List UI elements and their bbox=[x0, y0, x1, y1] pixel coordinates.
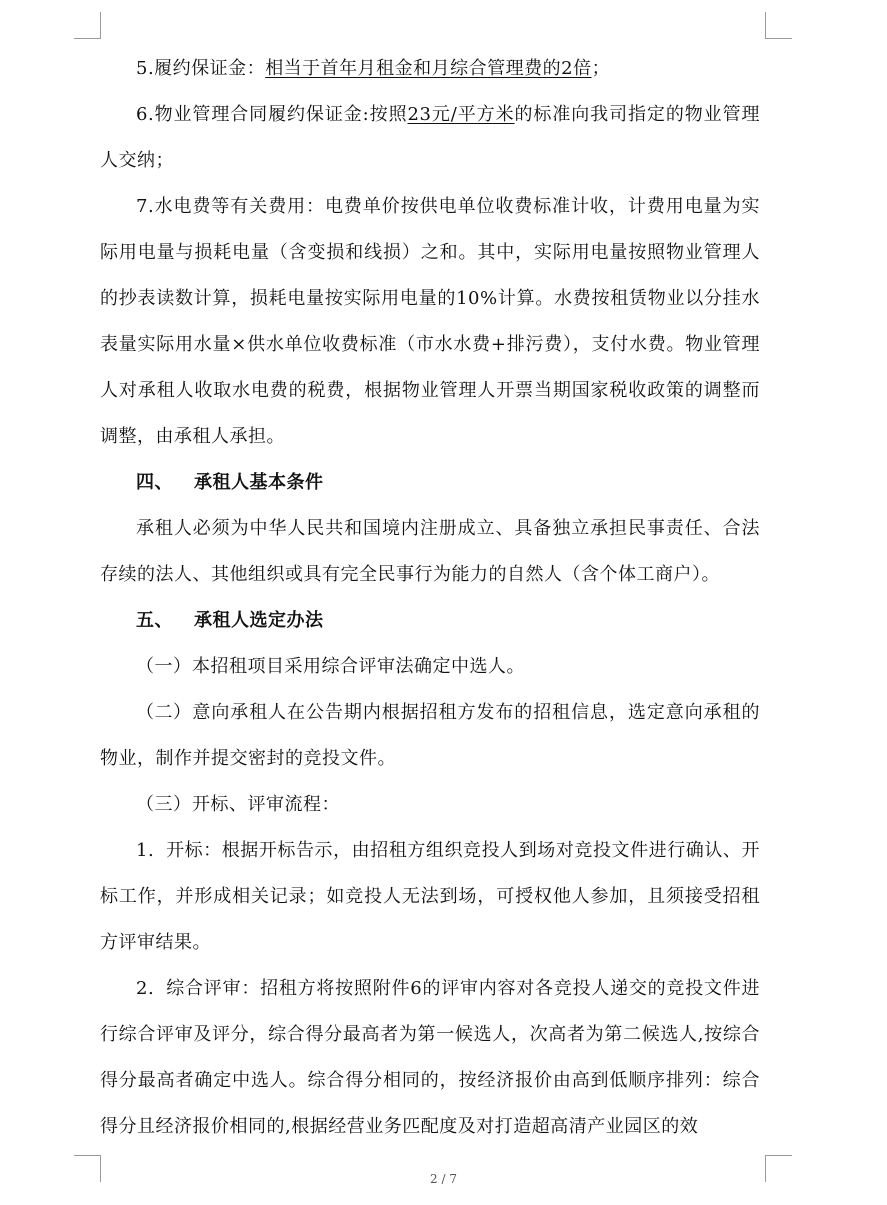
section-5-number: 五、 bbox=[136, 610, 173, 631]
item-5-value: 相当于首年月租金和月综合管理费的2倍 bbox=[265, 58, 592, 79]
sub-3-text: 开标、评审流程： bbox=[192, 794, 340, 815]
sub-1-text: 本招租项目采用综合评审法确定中选人。 bbox=[192, 656, 525, 677]
step-1-number: 1. bbox=[136, 840, 155, 861]
section-5-title: 承租人选定办法 bbox=[194, 610, 324, 631]
item-5 bbox=[100, 46, 760, 92]
sub-3-number: （三） bbox=[136, 794, 192, 815]
item-5-label: 5.履约保证金： bbox=[136, 58, 266, 79]
section-4-body: 承租人必须为中华人民共和国境内注册成立、具备独立承担民事责任、合法存续的法人、其他组织或具有完全民事行为能力的自然人（含个体工商户）。 bbox=[100, 518, 760, 585]
step-2-number: 2. bbox=[136, 978, 155, 999]
step-1-text: 开标：根据开标告示，由招租方组织竞投人到场对竞投文件进行确认、开标工作，并形成相关记录；如竞投人无法到场，可授权他人参加，且须接受招租方评审结果。 bbox=[100, 840, 760, 953]
section-5-sub-1 bbox=[100, 644, 760, 690]
item-6-value: 23元/平方米 bbox=[407, 104, 515, 125]
item-6-label: 6.物业管理合同履约保证金:按照 bbox=[136, 104, 408, 125]
step-1 bbox=[100, 828, 760, 966]
item-6-rest: 的标准向我司指定的物业管理人交纳； bbox=[100, 104, 761, 171]
crop-mark-top-left bbox=[74, 12, 101, 39]
section-4-heading bbox=[100, 460, 760, 506]
item-7: 7.水电费等有关费用：电费单价按供电单位收费标准计收，计费用电量为实际用电量与损耗电量（含变损和线损）之和。其中，实际用电量按照物业管理人的抄表读数计算，损耗电量按实际用电量的10%计算。水费按租赁物业以分挂水表量实际用水量×供水单位收费标准（市水水费+排污费），支付水费。物业管理人对承租人收取水电费的税费，根据物业管理人开票当期国家税收政策的调整而调整，由承租人承担。 bbox=[100, 196, 760, 447]
item-5-end: ； bbox=[591, 58, 611, 79]
section-5-heading bbox=[100, 598, 760, 644]
section-4-title: 承租人基本条件 bbox=[194, 472, 324, 493]
item-6 bbox=[100, 92, 760, 184]
step-2 bbox=[100, 966, 760, 1150]
section-5-sub-3 bbox=[100, 782, 760, 828]
crop-mark-top-right bbox=[765, 12, 792, 39]
step-2-text: 综合评审：招租方将按照附件6的评审内容对各竞投人递交的竞投文件进行综合评审及评分，综合得分最高者为第一候选人，次高者为第二候选人,按综合得分最高者确定中选人。综合得分相同的，按经济报价由高到低顺序排列：综合得分且经济报价相同的,根据经营业务匹配度及对打造超高清产业园区的效 bbox=[100, 978, 760, 1137]
page-body bbox=[100, 46, 760, 1150]
page-number: 2 / 7 bbox=[430, 1172, 457, 1186]
section-5-sub-2 bbox=[100, 690, 760, 782]
sub-2-number: （二） bbox=[136, 702, 192, 723]
sub-2-text: 意向承租人在公告期内根据招租方发布的招租信息，选定意向承租的物业，制作并提交密封的竞投文件。 bbox=[100, 702, 760, 769]
section-4-number: 四、 bbox=[136, 472, 173, 493]
sub-1-number: （一） bbox=[136, 656, 192, 677]
